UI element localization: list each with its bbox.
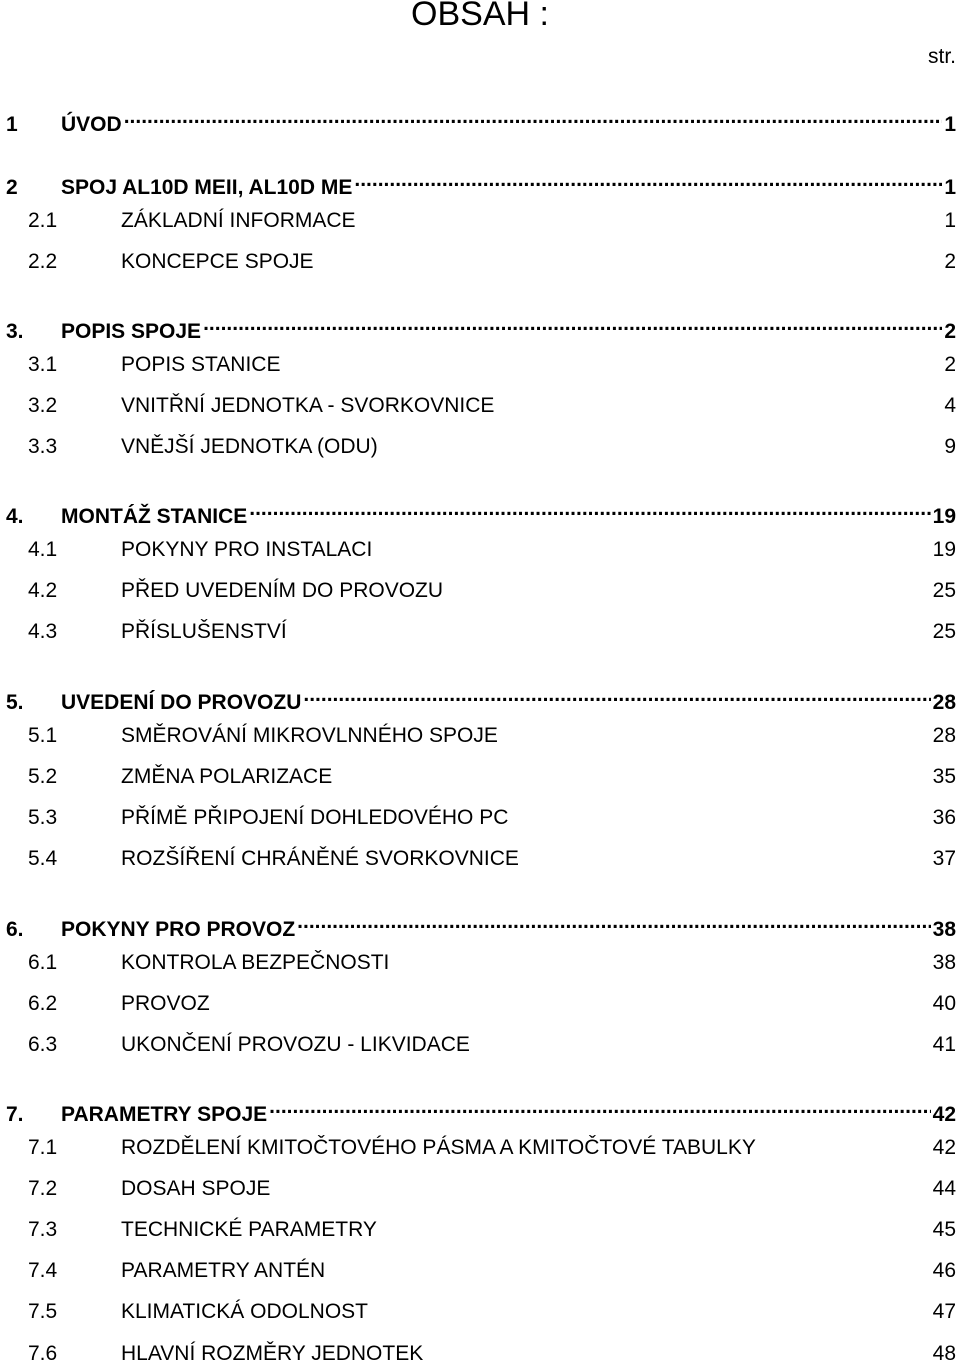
toc-entry-number: 4.1: [28, 538, 58, 561]
toc-entry[interactable]: [6, 845, 956, 873]
toc-entry[interactable]: [6, 536, 956, 564]
dot-leader: [297, 908, 930, 936]
toc-entry[interactable]: [6, 618, 956, 646]
toc-entry-title: PROVOZ: [121, 992, 210, 1015]
toc-entry[interactable]: [6, 1031, 956, 1059]
toc-entry[interactable]: [6, 763, 956, 791]
toc-entry-number: 3.1: [28, 353, 58, 376]
toc-entry-title: POKYNY PRO PROVOZ: [61, 918, 296, 941]
toc-entry-title: UVEDENÍ DO PROVOZU: [61, 691, 302, 714]
toc-entry-number: 4.2: [28, 579, 58, 602]
toc-entry-number: 7.1: [28, 1136, 58, 1159]
toc-entry-title: DOSAH SPOJE: [121, 1177, 271, 1200]
toc-entry-page: 19: [932, 538, 956, 561]
toc-entry[interactable]: [6, 1216, 956, 1244]
toc-entry-number: 5.3: [28, 806, 58, 829]
toc-entry-title: HLAVNÍ ROZMĚRY JEDNOTEK: [121, 1342, 424, 1365]
toc-entry-title: PŘÍSLUŠENSTVÍ: [121, 620, 287, 643]
toc-entry[interactable]: [6, 1175, 956, 1203]
toc-entry-number: 4.3: [28, 620, 58, 643]
toc-entry-title: VNITŘNÍ JEDNOTKA - SVORKOVNICE: [121, 394, 495, 417]
toc-entry-number: 6.1: [28, 951, 58, 974]
toc-entry[interactable]: [6, 1298, 956, 1326]
toc-entry[interactable]: [6, 577, 956, 605]
toc-entry-number: 5.: [6, 691, 24, 714]
toc-entry[interactable]: [6, 166, 956, 199]
toc-entry-number: 2.2: [28, 250, 58, 273]
toc-entry-title: SPOJ AL10D MEII, AL10D ME: [61, 176, 353, 199]
toc-entry[interactable]: [6, 804, 956, 832]
toc-entry[interactable]: [6, 103, 956, 136]
toc-entry[interactable]: [6, 681, 956, 714]
toc-entry-number: 3.3: [28, 435, 58, 458]
toc-entry-title: ROZDĚLENÍ KMITOČTOVÉHO PÁSMA A KMITOČTOVÉ TABULKY: [121, 1136, 756, 1159]
toc-entry-page: 4: [944, 394, 956, 417]
toc-entry-page: 38: [932, 951, 956, 974]
toc-entry-page: 2: [944, 250, 956, 273]
toc-entry-number: 5.4: [28, 847, 58, 870]
toc-entry-page: 45: [932, 1218, 956, 1241]
toc-entry-page: 25: [932, 579, 956, 602]
dot-leader: [303, 681, 930, 709]
toc-entry[interactable]: [6, 495, 956, 528]
toc-entry-number: 7.6: [28, 1342, 58, 1365]
toc-entry-number: 2.1: [28, 209, 58, 232]
toc-entry-title: KONTROLA BEZPEČNOSTI: [121, 951, 390, 974]
dot-leader: [249, 495, 930, 523]
toc-entry[interactable]: [6, 351, 956, 379]
toc-entry-page: 19: [932, 505, 956, 528]
toc-entry-number: 7.4: [28, 1259, 58, 1282]
toc-entry-title: POPIS STANICE: [121, 353, 281, 376]
toc-entry-page: 28: [932, 691, 956, 714]
toc-entry-page: 40: [932, 992, 956, 1015]
toc-entry-page: 1: [944, 176, 956, 199]
toc-entry[interactable]: [6, 1093, 956, 1126]
toc-entry[interactable]: [6, 1257, 956, 1285]
dot-leader: [354, 166, 942, 194]
toc-entry[interactable]: [6, 392, 956, 420]
toc-entry-title: ZÁKLADNÍ INFORMACE: [121, 209, 356, 232]
toc-entry-number: 1: [6, 113, 18, 136]
toc-entry-title: ÚVOD: [61, 113, 122, 136]
toc-entry[interactable]: [6, 1134, 956, 1162]
toc-entry-title: POPIS SPOJE: [61, 320, 202, 343]
toc-entry-title: PŘÍMĚ PŘIPOJENÍ DOHLEDOVÉHO PC: [121, 806, 509, 829]
toc-entry-page: 47: [932, 1300, 956, 1323]
toc-entry-page: 38: [932, 918, 956, 941]
toc-entry-page: 36: [932, 806, 956, 829]
toc-entry-number: 7.2: [28, 1177, 58, 1200]
toc-entry[interactable]: [6, 1340, 956, 1368]
toc-entry-number: 6.: [6, 918, 24, 941]
toc-entry-page: 48: [932, 1342, 956, 1365]
toc-entry-page: 28: [932, 724, 956, 747]
toc-entry-page: 42: [932, 1136, 956, 1159]
toc-entry-title: ROZŠÍŘENÍ CHRÁNĚNÉ SVORKOVNICE: [121, 847, 519, 870]
toc-entry-title: TECHNICKÉ PARAMETRY: [121, 1218, 377, 1241]
toc-entry-page: 35: [932, 765, 956, 788]
toc-entry-title: KONCEPCE SPOJE: [121, 250, 314, 273]
toc-entry-number: 2: [6, 176, 18, 199]
toc-entry-title: UKONČENÍ PROVOZU - LIKVIDACE: [121, 1033, 470, 1056]
toc-entry-page: 37: [932, 847, 956, 870]
toc-entry-number: 6.3: [28, 1033, 58, 1056]
toc-entry[interactable]: [6, 908, 956, 941]
toc-entry-number: 3.: [6, 320, 24, 343]
toc-entry-page: 9: [944, 435, 956, 458]
toc-entry-page: 2: [944, 353, 956, 376]
toc-entry-page: 25: [932, 620, 956, 643]
toc-entry[interactable]: [6, 433, 956, 461]
toc-entry-title: SMĚROVÁNÍ MIKROVLNNÉHO SPOJE: [121, 724, 498, 747]
toc-entry-page: 2: [944, 320, 956, 343]
toc-entry-title: KLIMATICKÁ ODOLNOST: [121, 1300, 368, 1323]
toc-entry-number: 4.: [6, 505, 24, 528]
toc-entry-number: 7.3: [28, 1218, 58, 1241]
toc-entry-number: 5.2: [28, 765, 58, 788]
toc-entry[interactable]: [6, 310, 956, 343]
toc-entry-page: 1: [944, 209, 956, 232]
toc-entry-title: PARAMETRY ANTÉN: [121, 1259, 326, 1282]
toc-entry-number: 7.: [6, 1103, 24, 1126]
toc-entry-page: 42: [932, 1103, 956, 1126]
toc-entry-title: MONTÁŽ STANICE: [61, 505, 248, 528]
page-column-header: str.: [927, 45, 956, 68]
dot-leader: [203, 310, 942, 338]
toc-entry-title: PARAMETRY SPOJE: [61, 1103, 268, 1126]
toc-entry-page: 44: [932, 1177, 956, 1200]
toc-entry-number: 5.1: [28, 724, 58, 747]
toc-entry-title: POKYNY PRO INSTALACI: [121, 538, 373, 561]
toc-entry[interactable]: [6, 990, 956, 1018]
toc-entry-title: VNĚJŠÍ JEDNOTKA (ODU): [121, 435, 378, 458]
toc-entry[interactable]: [6, 207, 956, 235]
toc-entry-page: 46: [932, 1259, 956, 1282]
toc-entry-title: ZMĚNA POLARIZACE: [121, 765, 333, 788]
toc-entry-number: 3.2: [28, 394, 58, 417]
toc-entry-page: 1: [944, 113, 956, 136]
dot-leader: [269, 1093, 930, 1121]
toc-entry[interactable]: [6, 722, 956, 750]
toc-entry-number: 6.2: [28, 992, 58, 1015]
toc-entry[interactable]: [6, 248, 956, 276]
toc-entry-page: 41: [932, 1033, 956, 1056]
page-title: OBSAH :: [411, 0, 549, 33]
dot-leader: [124, 103, 943, 131]
toc-entry-title: PŘED UVEDENÍM DO PROVOZU: [121, 579, 444, 602]
toc-entry[interactable]: [6, 949, 956, 977]
toc-entry-number: 7.5: [28, 1300, 58, 1323]
